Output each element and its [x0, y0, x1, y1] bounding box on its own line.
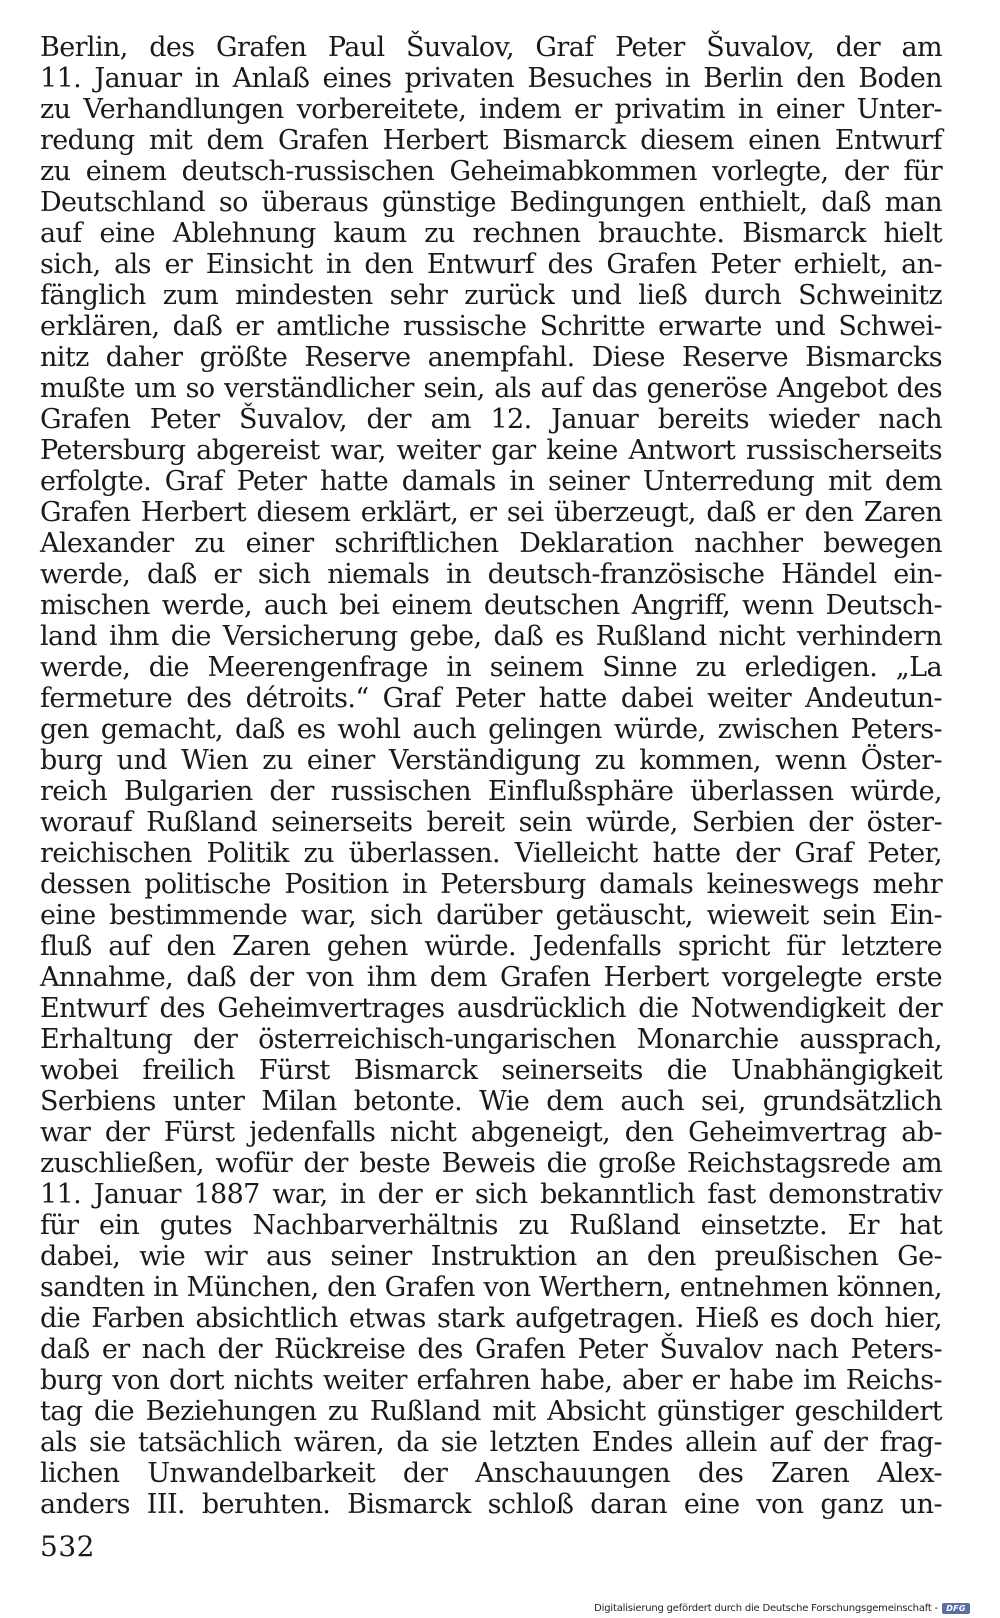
- text-line: tag die Beziehungen zu Rußland mit Absicht günstiger geschildert: [40, 1396, 942, 1427]
- text-line: lichen Unwandelbarkeit der Anschauungen des Zaren Alex-: [40, 1458, 942, 1489]
- text-line: 11. Januar in Anlaß eines privaten Besuches in Berlin den Boden: [40, 63, 942, 94]
- text-line: sandten in München, den Grafen von Werthern, entnehmen können,: [40, 1272, 942, 1303]
- text-line: Annahme, daß der von ihm dem Grafen Herbert vorgelegte erste: [40, 962, 942, 993]
- text-line: als sie tatsächlich wären, da sie letzten Endes allein auf der frag-: [40, 1427, 942, 1458]
- text-line: Erhaltung der österreichisch-ungarischen Monarchie aussprach,: [40, 1024, 942, 1055]
- text-line: Grafen Peter Šuvalov, der am 12. Januar bereits wieder nach: [40, 404, 942, 435]
- text-line: burg von dort nichts weiter erfahren habe, aber er habe im Reichs-: [40, 1365, 942, 1396]
- text-line: daß er nach der Rückreise des Grafen Peter Šuvalov nach Peters-: [40, 1334, 942, 1365]
- text-line: Berlin, des Grafen Paul Šuvalov, Graf Peter Šuvalov, der am: [40, 32, 942, 63]
- text-line: zuschließen, wofür der beste Beweis die große Reichstagsrede am: [40, 1148, 942, 1179]
- text-line: reich Bulgarien der russischen Einflußsphäre überlassen würde,: [40, 776, 942, 807]
- text-line: fluß auf den Zaren gehen würde. Jedenfalls spricht für letztere: [40, 931, 942, 962]
- text-line: land ihm die Versicherung gebe, daß es Rußland nicht verhindern: [40, 621, 942, 652]
- text-line: erklären, daß er amtliche russische Schritte erwarte und Schwei-: [40, 311, 942, 342]
- text-line: Alexander zu einer schriftlichen Deklaration nachher bewegen: [40, 528, 942, 559]
- text-line: anders III. beruhten. Bismarck schloß daran eine von ganz un-: [40, 1489, 942, 1520]
- text-line: mischen werde, auch bei einem deutschen Angriff, wenn Deutsch-: [40, 590, 942, 621]
- text-line: sich, als er Einsicht in den Entwurf des Grafen Peter erhielt, an-: [40, 249, 942, 280]
- text-line: 11. Januar 1887 war, in der er sich bekanntlich fast demonstrativ: [40, 1179, 942, 1210]
- page-number: 532: [40, 1530, 95, 1563]
- text-line: auf eine Ablehnung kaum zu rechnen brauchte. Bismarck hielt: [40, 218, 942, 249]
- text-line: eine bestimmende war, sich darüber getäuscht, wieweit sein Ein-: [40, 900, 942, 931]
- text-line: burg und Wien zu einer Verständigung zu kommen, wenn Öster-: [40, 745, 942, 776]
- text-line: Grafen Herbert diesem erklärt, er sei überzeugt, daß er den Zaren: [40, 497, 942, 528]
- dfg-logo-icon: DFG: [942, 1603, 970, 1614]
- text-line: reichischen Politik zu überlassen. Vielleicht hatte der Graf Peter,: [40, 838, 942, 869]
- footer-credit-text: Digitalisierung gefördert durch die Deutsche Forschungsgemeinschaft -: [594, 1603, 938, 1614]
- body-text: [40, 32, 942, 1520]
- text-line: gen gemacht, daß es wohl auch gelingen würde, zwischen Peters-: [40, 714, 942, 745]
- text-line: werde, die Meerengenfrage in seinem Sinne zu erledigen. „La: [40, 652, 942, 683]
- text-line: war der Fürst jedenfalls nicht abgeneigt, den Geheimvertrag ab-: [40, 1117, 942, 1148]
- text-line: die Farben absichtlich etwas stark aufgetragen. Hieß es doch hier,: [40, 1303, 942, 1334]
- text-line: dessen politische Position in Petersburg damals keineswegs mehr: [40, 869, 942, 900]
- text-line: Petersburg abgereist war, weiter gar keine Antwort russischerseits: [40, 435, 942, 466]
- text-line: worauf Rußland seinerseits bereit sein würde, Serbien der öster-: [40, 807, 942, 838]
- text-line: zu einem deutsch-russischen Geheimabkommen vorlegte, der für: [40, 156, 942, 187]
- text-line: erfolgte. Graf Peter hatte damals in seiner Unterredung mit dem: [40, 466, 942, 497]
- text-line: dabei, wie wir aus seiner Instruktion an den preußischen Ge-: [40, 1241, 942, 1272]
- text-line: fänglich zum mindesten sehr zurück und ließ durch Schweinitz: [40, 280, 942, 311]
- text-line: mußte um so verständlicher sein, als auf das generöse Angebot des: [40, 373, 942, 404]
- text-line: Serbiens unter Milan betonte. Wie dem auch sei, grundsätzlich: [40, 1086, 942, 1117]
- text-line: Deutschland so überaus günstige Bedingungen enthielt, daß man: [40, 187, 942, 218]
- text-line: zu Verhandlungen vorbereitete, indem er privatim in einer Unter-: [40, 94, 942, 125]
- digitization-footer: [594, 1603, 970, 1614]
- text-line: wobei freilich Fürst Bismarck seinerseits die Unabhängigkeit: [40, 1055, 942, 1086]
- text-line: redung mit dem Grafen Herbert Bismarck diesem einen Entwurf: [40, 125, 942, 156]
- text-line: nitz daher größte Reserve anempfahl. Diese Reserve Bismarcks: [40, 342, 942, 373]
- text-line: Entwurf des Geheimvertrages ausdrücklich die Notwendigkeit der: [40, 993, 942, 1024]
- text-line: für ein gutes Nachbarverhältnis zu Rußland einsetzte. Er hat: [40, 1210, 942, 1241]
- text-line: werde, daß er sich niemals in deutsch-französische Händel ein-: [40, 559, 942, 590]
- text-line: fermeture des détroits.“ Graf Peter hatte dabei weiter Andeutun-: [40, 683, 942, 714]
